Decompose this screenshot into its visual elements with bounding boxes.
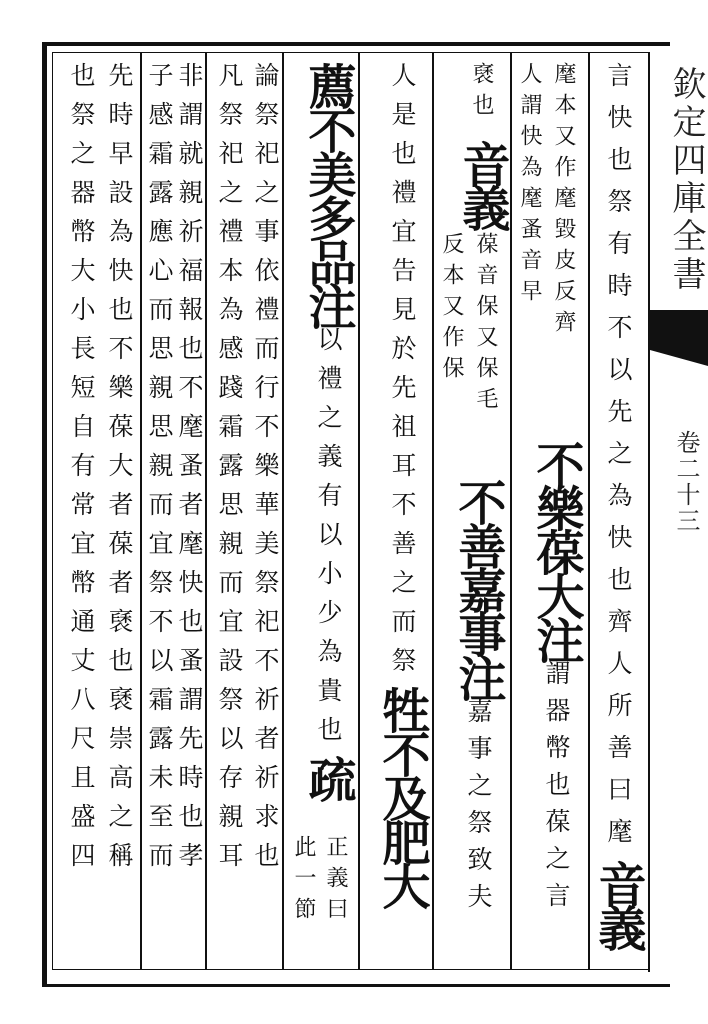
text-column-11: 也祭之器幣大小長短自有常宜幣通丈八尺且盛四	[67, 62, 96, 881]
heading-text: 薦不美多品注	[300, 62, 356, 326]
heading-text: 牲不及肥大	[374, 686, 430, 906]
column-text: 言快也祭有時不以先之為快也齊人所善曰麾	[604, 62, 633, 860]
commentary-right: 葆音保又保毛	[473, 232, 498, 418]
heading-text: 不善嘉事注	[450, 478, 506, 698]
text-column-7: 凡祭祀之禮本為感踐霜露思親而宜設祭以存親耳	[215, 62, 244, 881]
column-text: 嘉事之祭致夫	[464, 698, 493, 920]
commentary-right: 褎也	[469, 62, 494, 124]
commentary-short	[470, 62, 500, 132]
commentary-right: 正義曰	[323, 835, 348, 928]
text-column-8: 非謂就親祈福報也不麾蚤者麾快也蚤謂先時也孝	[175, 62, 204, 881]
column-rule	[282, 52, 284, 970]
heading-text: 音義	[454, 140, 510, 228]
commentary-right: 麾本又作麾毀皮反齊	[551, 62, 576, 341]
column-rule	[358, 52, 360, 970]
margin-book-title: 欽定四庫全書	[666, 66, 706, 294]
heading-text: 音義	[590, 860, 646, 948]
column-text: 人是也禮宜告見於先祖耳不善之而祭	[388, 62, 417, 686]
text-column-5	[290, 62, 356, 962]
text-column-4	[366, 62, 430, 962]
text-column-10: 先時早設為快也不樂葆大者葆者褎也褎崇高之稱	[105, 62, 134, 881]
commentary-left: 反本又作保	[439, 232, 464, 387]
column-rule	[588, 52, 590, 970]
column-rule	[205, 52, 207, 970]
text-column-2-main	[520, 440, 584, 960]
text-column-6: 論祭祀之事依禮而行不樂華美祭祀不祈者祈求也	[251, 62, 280, 881]
column-rule	[140, 52, 142, 970]
fishtail-mark	[650, 310, 708, 350]
text-column-1	[590, 62, 646, 962]
column-text: 謂器幣也葆之言	[542, 660, 571, 919]
commentary-block	[436, 232, 508, 482]
margin-volume-number: 卷二十三	[672, 430, 700, 534]
heading-text: 疏	[300, 755, 356, 799]
commentary-left: 人謂快為麾蚤音早	[517, 62, 542, 310]
column-text: 以禮之義有以小少為貴也	[314, 326, 343, 755]
heading-text: 不樂葆大注	[528, 440, 584, 660]
column-rule	[432, 52, 434, 970]
text-column-3-main	[442, 478, 506, 958]
commentary-left: 此一節	[291, 835, 316, 928]
text-column-9: 子感霜露應心而思親思親而宜祭不以霜露未至而	[145, 62, 174, 881]
commentary-block	[290, 835, 356, 965]
